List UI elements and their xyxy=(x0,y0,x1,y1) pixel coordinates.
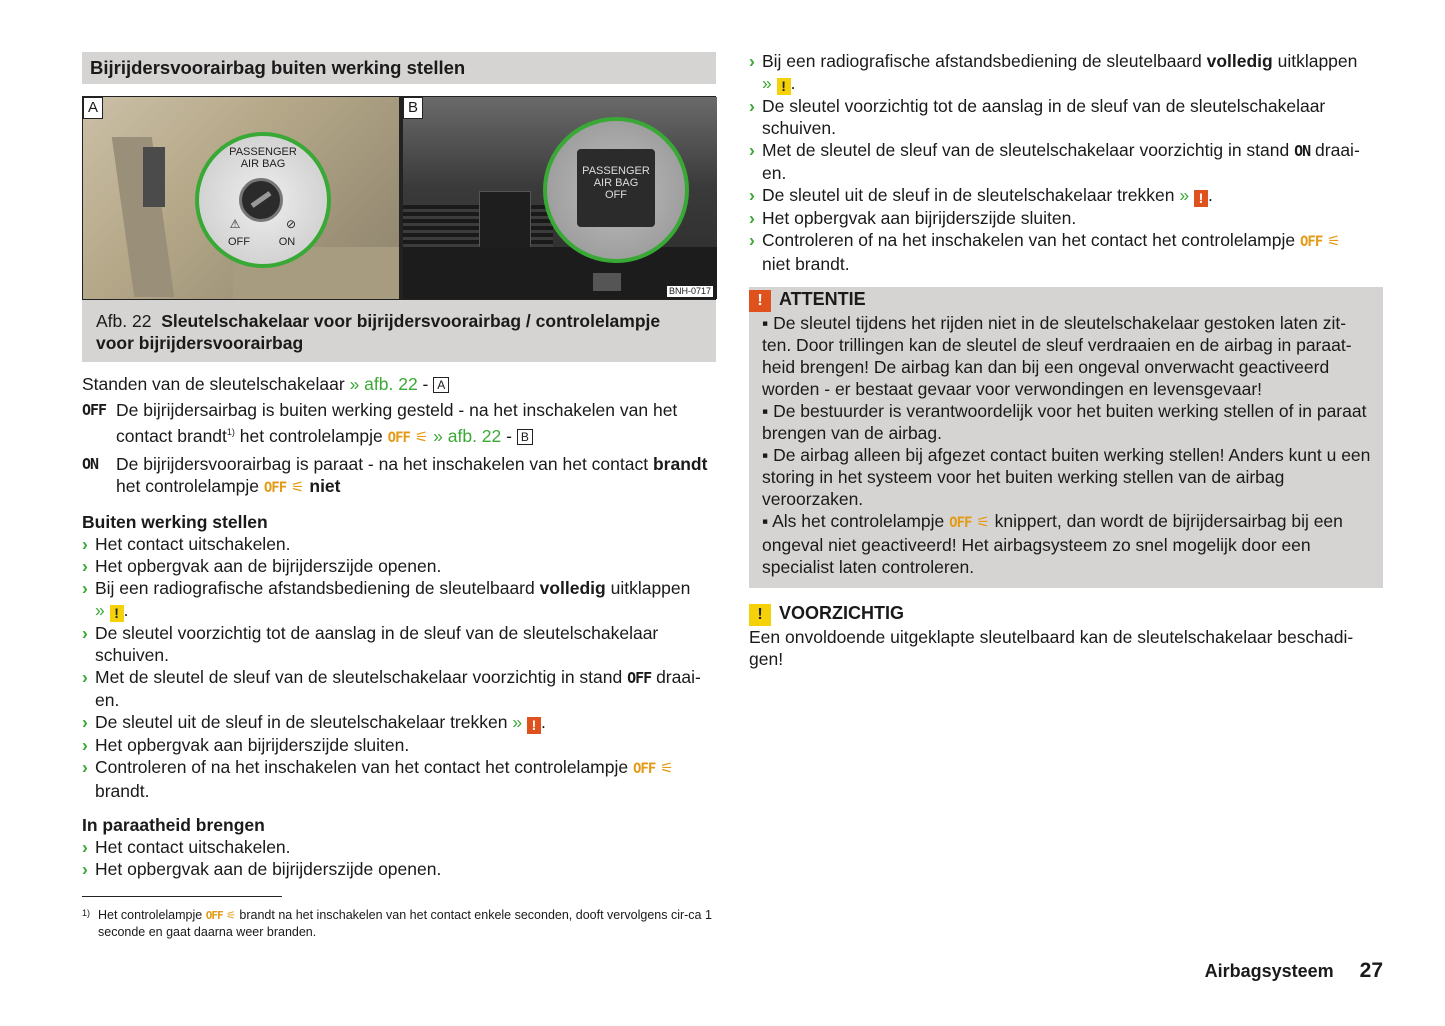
figure-ref-link[interactable]: » afb. 22 xyxy=(349,374,418,394)
airbag-seat-icon: ⚟ xyxy=(660,759,674,777)
attention-item: ▪ De airbag alleen bij afgezet contact buiten werking stellen! Anders kunt u een storing in het systeem voor het buiten werking stellen van de airbag veroorzaken. xyxy=(762,445,1371,509)
step: › Het contact uitschakelen. xyxy=(82,533,291,554)
lamp-off-label: OFF xyxy=(605,189,627,201)
airbag-seat-icon: ⚠ xyxy=(229,217,241,231)
page-number: 27 xyxy=(1359,959,1383,982)
lamp-airbag-label: AIR BAG xyxy=(593,177,639,189)
passenger-label: PASSENGER xyxy=(229,146,297,158)
caption-number: Afb. 22 xyxy=(96,311,152,331)
zoom-lamp-callout xyxy=(543,117,689,263)
step: › Met de sleutel de sleuf van de sleutelschakelaar voorzichtig in stand OFF draai-en. xyxy=(82,666,701,710)
off-lamp-icon: OFF xyxy=(949,515,972,531)
attention-heading: ! ATTENTIE xyxy=(749,287,1371,312)
step: › Controleren of na het inschakelen van het contact het controlelampje OFF ⚟ niet brandt. xyxy=(749,230,1341,274)
step: › Het opbergvak aan bijrijderszijde sluiten. xyxy=(749,208,1077,228)
off-lamp-icon: OFF xyxy=(387,429,410,446)
left-column xyxy=(82,52,716,880)
step: › De sleutel uit de sleuf in de sleutelschakelaar trekken » ! . xyxy=(749,185,1213,206)
footnote-rule xyxy=(82,896,282,897)
figure-code: BNH-0717 xyxy=(668,286,711,296)
step: › Bij een radiografische afstandsbediening de sleutelbaard volledig uitklappen » ! . xyxy=(82,577,691,621)
caution-icon[interactable]: ! xyxy=(110,605,124,622)
section-title: Bijrijdersvoorairbag buiten werking stellen xyxy=(82,52,716,84)
airbag-seat-icon: ⚟ xyxy=(1327,233,1341,250)
step: › De sleutel voorzichtig tot de aanslag in de sleuf van de sleutelschakelaar schuiven. xyxy=(82,622,659,665)
caution-heading: ! VOORZICHTIG xyxy=(749,602,1383,626)
position-on-text2: het controlelampje xyxy=(116,475,264,496)
position-on-niet: niet xyxy=(309,475,341,496)
airbag-seat-icon: ⚟ xyxy=(291,478,305,496)
step: › Bij een radiografische afstandsbediening de sleutelbaard volledig uitklappen » ! . xyxy=(749,51,1358,94)
airbag-seat-icon: ⚟ xyxy=(226,910,236,922)
position-off-key: OFF xyxy=(82,401,107,419)
position-on-key: ON xyxy=(82,454,99,473)
switch-on-label: ON xyxy=(278,236,296,248)
zoom-switch-callout xyxy=(195,132,331,268)
figure-panel-b xyxy=(403,97,717,299)
attention-box xyxy=(749,287,1383,588)
position-on-text: De bijrijdersvoorairbag is paraat - na het inschakelen van het contact xyxy=(116,453,653,474)
caution-icon: ! xyxy=(749,604,771,626)
attention-item: ▪ De sleutel tijdens het rijden niet in de sleutelschakelaar gestoken laten zit-ten. Door trillingen kan de sleutel de sleuf verdraaien en de airbag in paraat-heid brengen! De airbag kan dan bij een ongeval onverwacht geactiveerd worden - er bestaat gevaar voor verwondingen en levensgevaar! xyxy=(762,313,1352,399)
footnote-marker: 1) xyxy=(226,427,235,437)
footnote-marker: 1) xyxy=(82,908,91,918)
figure-ref-link[interactable]: » afb. 22 xyxy=(428,425,502,446)
airbag-crossed-icon: ⊘ xyxy=(285,217,297,231)
footer-section: Airbagsysteem xyxy=(1204,961,1334,981)
right-column xyxy=(749,50,1383,670)
warning-icon[interactable]: ! xyxy=(527,717,541,734)
enable-heading: In paraatheid brengen xyxy=(82,814,265,835)
position-on-bold: brandt xyxy=(652,453,708,474)
position-off xyxy=(82,399,716,449)
airbag-label: AIR BAG xyxy=(240,158,286,170)
ref-dash: - xyxy=(501,425,517,446)
step: › Het contact uitschakelen. xyxy=(82,836,291,857)
caution-icon[interactable]: ! xyxy=(777,78,791,95)
step: › Het opbergvak aan de bijrijderszijde openen. xyxy=(82,555,442,576)
lamp-panel xyxy=(577,149,655,227)
step: › Met de sleutel de sleuf van de sleutelschakelaar voorzichtig in stand ON draai-en. xyxy=(749,140,1360,183)
attention-item: ▪ Als het controlelampje OFF ⚟ knippert, dan wordt de bijrijdersairbag bij een ongeval niet geactiveerd! Het airbagsysteem zo snel mogelijk door een specialist laten controleren. xyxy=(762,511,1343,577)
footnote: 1) Het controlelampje OFF ⚟ brandt na het inschakelen van het contact enkele seconden, dooft vervolgens cir-ca 1 seconde en gaat daarna weer branden. xyxy=(82,907,716,940)
attention-item: ▪ De bestuurder is verantwoordelijk voor het buiten werking stellen of in paraat brengen van de airbag. xyxy=(762,401,1367,443)
warning-icon[interactable]: ! xyxy=(1194,190,1208,207)
position-off-text2: het controlelampje xyxy=(234,425,388,446)
step: › Het opbergvak aan bijrijderszijde sluiten. xyxy=(82,734,410,755)
step: › Het opbergvak aan de bijrijderszijde openen. xyxy=(82,858,442,879)
key-switch-icon xyxy=(239,178,283,222)
step: › Controleren of na het inschakelen van het contact het controlelampje OFF ⚟ brandt. xyxy=(82,756,674,801)
page-footer xyxy=(1205,960,1383,982)
airbag-seat-icon: ⚟ xyxy=(976,514,990,531)
figure-caption xyxy=(82,300,716,362)
lamp-passenger-label: PASSENGER xyxy=(582,165,650,177)
panel-a-letter: A xyxy=(83,97,103,119)
off-lamp-icon: OFF xyxy=(263,479,287,496)
figure-22 xyxy=(82,96,716,300)
warning-icon: ! xyxy=(749,290,771,312)
off-lamp-icon: OFF xyxy=(1299,234,1323,250)
caption-title: Sleutelschakelaar voor bijrijdersvoorairbag / controlelampje voor bijrijdersvoorairbag xyxy=(96,311,661,353)
intro-text: Standen van de sleutelschakelaar xyxy=(82,374,345,394)
step: › De sleutel uit de sleuf in de sleutelschakelaar trekken » ! . xyxy=(82,711,546,733)
panel-ref-b: B xyxy=(517,429,533,445)
figure-panel-a xyxy=(83,97,399,299)
airbag-seat-icon: ⚟ xyxy=(414,428,429,446)
position-on xyxy=(82,453,716,499)
off-lamp-icon: OFF xyxy=(632,760,656,777)
disable-heading: Buiten werking stellen xyxy=(82,511,268,532)
off-lamp-icon: OFF xyxy=(205,909,223,922)
step: › De sleutel voorzichtig tot de aanslag in de sleuf van de sleutelschakelaar schuiven. xyxy=(749,96,1326,138)
caution-text: Een onvoldoende uitgeklapte sleutelbaard kan de sleutelschakelaar beschadi-gen! xyxy=(749,627,1354,669)
panel-b-letter: B xyxy=(403,97,423,119)
intro-dash: - xyxy=(417,374,434,394)
positions-intro xyxy=(82,373,716,395)
panel-ref-a: A xyxy=(433,377,449,393)
position-off-text: De bijrijdersairbag is buiten werking gesteld - na het inschakelen van het contact brandt xyxy=(116,400,678,446)
switch-off-label: OFF xyxy=(228,236,250,248)
